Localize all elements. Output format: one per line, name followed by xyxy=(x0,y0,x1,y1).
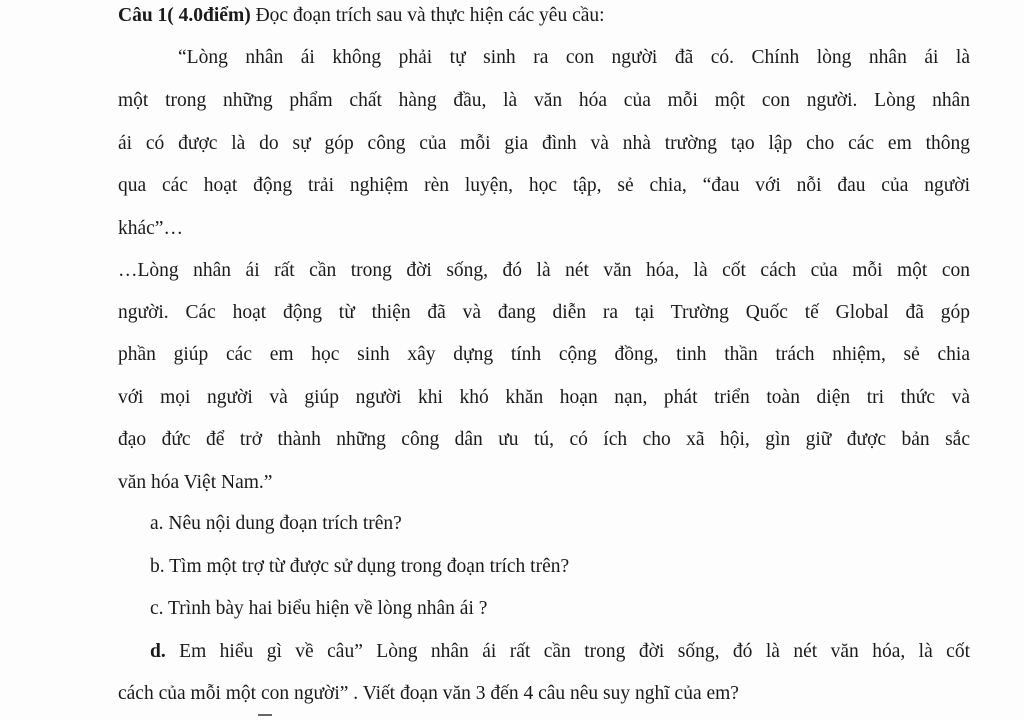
passage-line: văn hóa Việt Nam.” xyxy=(118,472,273,493)
passage-line: người. Các hoạt động từ thiện đã và đang diễn ra tại Trường Quốc tế Global đã góp xyxy=(118,302,970,323)
task-a: a. Nêu nội dung đoạn trích trên? xyxy=(150,513,402,534)
passage-line: ái có được là do sự góp công của mỗi gia đình và nhà trường tạo lập cho các em thông xyxy=(118,133,970,154)
task-d-letter: d. xyxy=(150,641,166,662)
task-d-text: Em hiểu gì về câu” Lòng nhân ái rất cần trong đời sống, đó là nét văn hóa, là cốt xyxy=(165,641,970,662)
passage-line: đạo đức để trở thành những công dân ưu tú, có ích cho xã hội, gìn giữ được bản sắc xyxy=(118,429,970,450)
passage-line: khác”… xyxy=(118,218,183,239)
task-c: c. Trình bày hai biểu hiện về lòng nhân ái ? xyxy=(150,598,488,619)
passage-line: một trong những phẩm chất hàng đầu, là văn hóa của mỗi một con người. Lòng nhân xyxy=(118,90,970,111)
passage-line: phần giúp các em học sinh xây dựng tính cộng đồng, tinh thần trách nhiệm, sẻ chia xyxy=(118,344,970,365)
question-label: Câu 1( 4.0điểm) xyxy=(118,5,251,26)
task-d-line-2: cách của mỗi một con người” . Viết đoạn văn 3 đến 4 câu nêu suy nghĩ của em? xyxy=(118,683,739,704)
cropped-text-fragment xyxy=(258,714,272,716)
task-b: b. Tìm một trợ từ được sử dụng trong đoạn trích trên? xyxy=(150,556,570,577)
passage-line: qua các hoạt động trải nghiệm rèn luyện, học tập, sẻ chia, “đau với nỗi đau của người xyxy=(118,175,970,196)
passage-line: “Lòng nhân ái không phải tự sinh ra con người đã có. Chính lòng nhân ái là xyxy=(178,47,970,68)
passage-line: với mọi người và giúp người khi khó khăn hoạn nạn, phát triển toàn diện tri thức và xyxy=(118,387,970,408)
question-heading xyxy=(118,4,970,28)
passage-line: …Lòng nhân ái rất cần trong đời sống, đó là nét văn hóa, là cốt cách của mỗi một con xyxy=(118,260,970,281)
question-instruction: Đọc đoạn trích sau và thực hiện các yêu cầu: xyxy=(250,5,605,26)
task-d-line-1 xyxy=(150,640,970,664)
